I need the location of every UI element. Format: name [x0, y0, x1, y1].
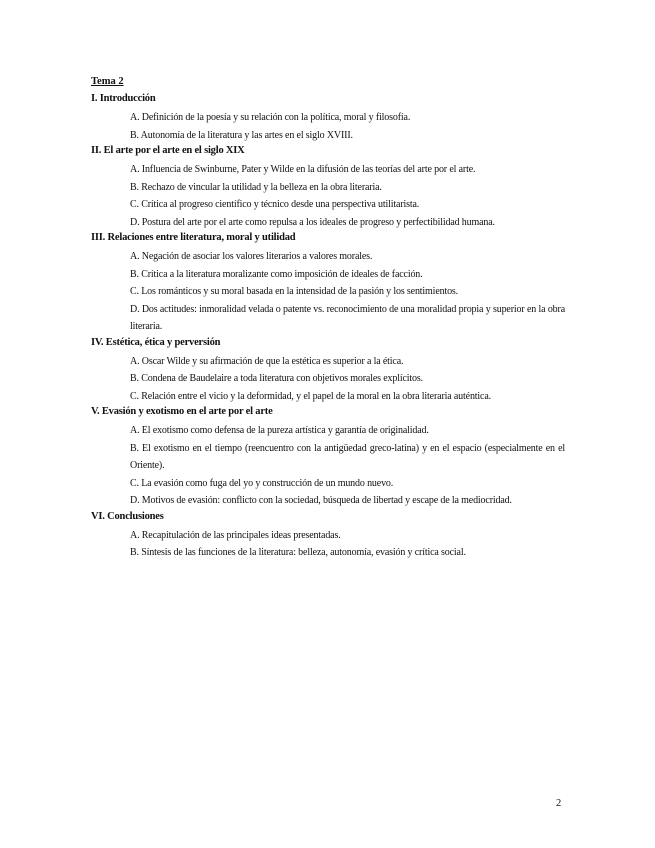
outline-item: B. Crítica a la literatura moralizante como imposición de ideales de facción.: [130, 268, 423, 280]
section-items: [91, 353, 565, 406]
outline-item: D. Dos actitudes: inmoralidad velada o patente vs. reconocimiento de una moralidad propia y superior en la obra literaria.: [130, 303, 565, 332]
section-heading: V. Evasión y exotismo en el arte por el arte: [91, 406, 273, 417]
outline-item: C. Crítica al progreso científico y técnico desde una perspectiva utilitarista.: [130, 199, 420, 210]
outline-item: A. El exotismo como defensa de la pureza artística y garantía de originalidad.: [130, 425, 429, 436]
section-evasion-exotismo: [91, 405, 565, 510]
outline-item: B. Síntesis de las funciones de la literatura: belleza, autonomía, evasión y crítica social.: [130, 547, 466, 558]
outline-item: B. Autonomía de la literatura y las artes en el siglo XVIII.: [130, 129, 353, 141]
outline-item: C. Relación entre el vicio y la deformidad, y el papel de la moral en la obra literaria auténtica.: [130, 390, 491, 402]
section-conclusiones: [91, 510, 565, 562]
outline-item: D. Motivos de evasión: conflicto con la sociedad, búsqueda de libertad y escape de la mediocridad.: [130, 495, 512, 506]
outline-item: A. Recapitulación de las principales ideas presentadas.: [130, 529, 341, 541]
section-items: [91, 422, 565, 510]
document-body: [91, 75, 565, 562]
section-relaciones: [91, 231, 565, 336]
section-items: [91, 161, 565, 231]
section-items: [91, 248, 565, 336]
outline-item: B. El exotismo en el tiempo (reencuentro con la antigüedad greco-latina) y en el espacio (especialmente en el Oriente).: [130, 442, 565, 471]
outline-item: A. Definición de la poesía y su relación con la política, moral y filosofía.: [130, 112, 411, 123]
section-heading: IV. Estética, ética y perversión: [91, 336, 221, 348]
section-heading: II. El arte por el arte en el siglo XIX: [91, 145, 245, 156]
outline-item: A. Negación de asociar los valores literarios a valores morales.: [130, 251, 373, 262]
outline-item: C. La evasión como fuga del yo y construcción de un mundo nuevo.: [130, 477, 394, 489]
section-arte-por-el-arte: [91, 144, 565, 231]
section-items: [91, 527, 565, 562]
outline-item: A. Oscar Wilde y su afirmación de que la estética es superior a la ética.: [130, 355, 404, 367]
section-introduccion: [91, 92, 565, 144]
outline-item: B. Rechazo de vincular la utilidad y la belleza en la obra literaria.: [130, 181, 382, 193]
outline-item: A. Influencia de Swinburne, Pater y Wilde en la difusión de las teorías del arte por el arte.: [130, 164, 476, 175]
section-heading: VI. Conclusiones: [91, 510, 164, 522]
document-title: Tema 2: [91, 76, 124, 87]
page-number: 2: [556, 798, 562, 809]
section-items: [91, 109, 565, 144]
outline-item: B. Condena de Baudelaire a toda literatura con objetivos morales explícitos.: [130, 373, 423, 384]
section-estetica-etica: [91, 336, 565, 406]
outline-item: D. Postura del arte por el arte como repulsa a los ideales de progreso y perfectibilidad humana.: [130, 216, 495, 228]
section-heading: III. Relaciones entre literatura, moral y utilidad: [91, 232, 296, 243]
section-heading: I. Introducción: [91, 93, 156, 104]
outline-item: C. Los románticos y su moral basada en la intensidad de la pasión y los sentimientos.: [130, 286, 459, 297]
